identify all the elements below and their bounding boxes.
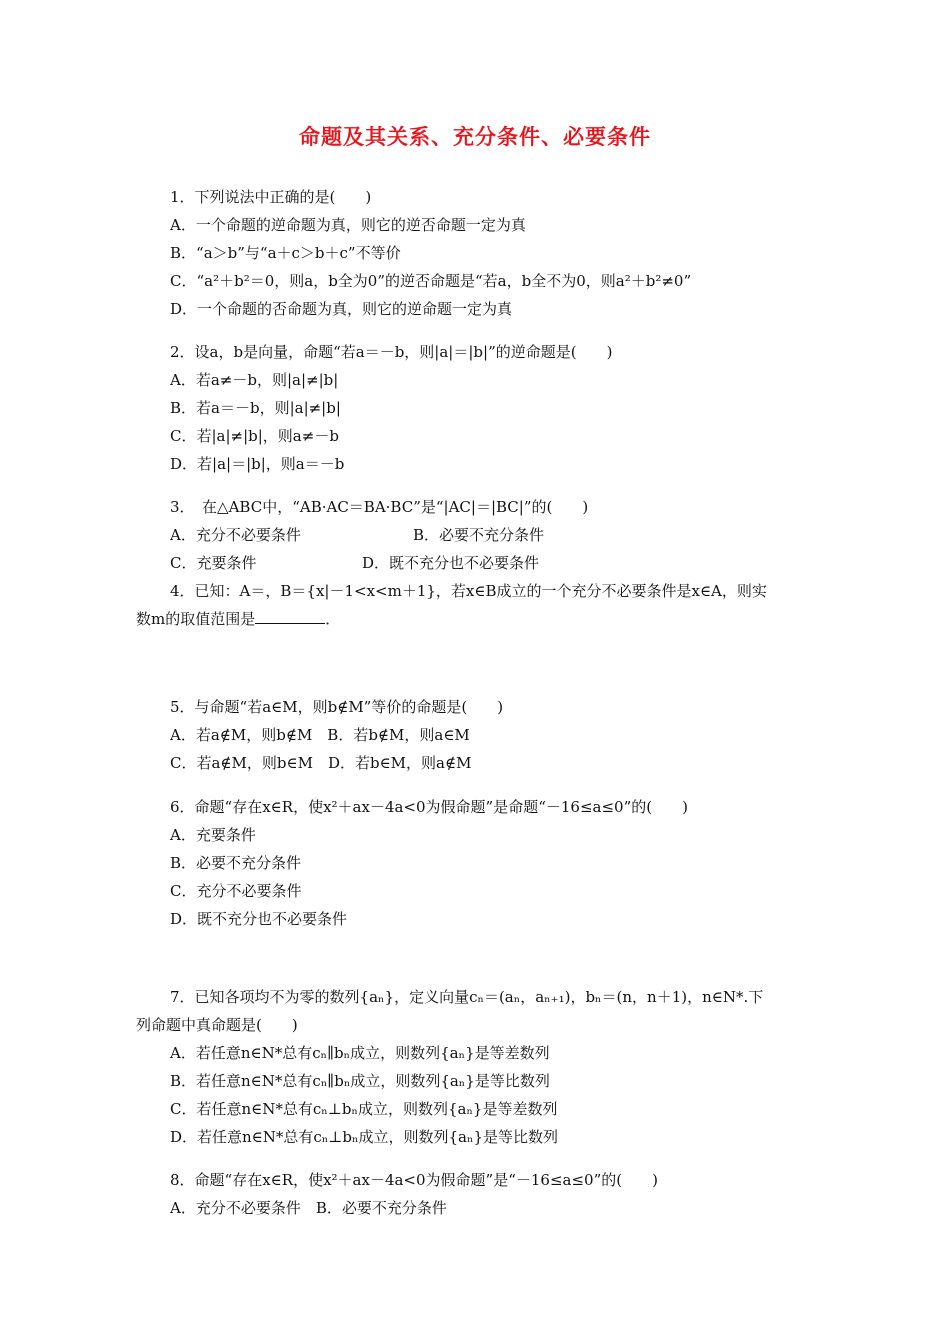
q5-stem: 5．与命题“若a∈M，则b∉M”等价的命题是( ): [170, 698, 504, 716]
q5-options-cd: C．若a∉M，则b∈M D．若b∈M，则a∉M: [170, 754, 472, 772]
q6-option-c: C．充分不必要条件: [170, 882, 302, 900]
answer-blank: [255, 609, 325, 624]
q1-option-c: C．“a²＋b²＝0，则a，b全为0”的逆否命题是“若a，b全不为0，则a²＋b²≠0”: [170, 272, 692, 290]
q3-stem: 3． 在△ABC中，“AB·AC＝BA·BC”是“|AC|＝|BC|”的( ): [170, 498, 589, 516]
q4-line1: 4．已知：A＝，B＝{x|－1<x<m＋1}，若x∈B成立的一个充分不必要条件是x∈A，则实: [170, 582, 767, 600]
q6-stem: 6．命题“存在x∈R，使x²＋ax－4a<0为假命题”是命题“－16≤a≤0”的( ): [170, 798, 688, 816]
q1-option-b: B．“a＞b”与“a＋c＞b＋c”不等价: [170, 244, 401, 262]
q2-option-c: C．若|a|≠|b|，则a≠－b: [170, 427, 339, 445]
q6-option-a: A．充要条件: [170, 826, 256, 844]
q2-stem: 2．设a，b是向量，命题“若a＝－b，则|a|＝|b|”的逆命题是( ): [170, 343, 613, 361]
q7-option-d: D．若任意n∈N*总有cₙ⊥bₙ成立，则数列{aₙ}是等比数列: [170, 1128, 559, 1146]
q3-option-c: C．充要条件: [170, 554, 257, 572]
q5-options-ab: A．若a∉M，则b∉M B．若b∉M，则a∈M: [170, 726, 470, 744]
q8-options-ab: A．充分不必要条件 B．必要不充分条件: [170, 1199, 447, 1217]
q7-option-a: A．若任意n∈N*总有cₙ∥bₙ成立，则数列{aₙ}是等差数列: [170, 1044, 550, 1062]
q2-option-a: A．若a≠－b，则|a|≠|b|: [170, 371, 339, 389]
q4-end: ．: [325, 610, 341, 628]
q1-option-d: D．一个命题的否命题为真，则它的逆命题一定为真: [170, 300, 513, 318]
q4-text: 数m的取值范围是: [136, 610, 256, 628]
q3-option-b: B．必要不充分条件: [413, 526, 545, 544]
q3-option-d: D．既不充分也不必要条件: [362, 554, 540, 572]
q1-stem: 1．下列说法中正确的是( ): [170, 188, 372, 206]
q4-line2: [136, 609, 340, 629]
q7-line1: 7．已知各项均不为零的数列{aₙ}，定义向量cₙ＝(aₙ，aₙ₊₁)，bₙ＝(n，n＋1)，n∈N*.下: [170, 988, 764, 1006]
q6-option-b: B．必要不充分条件: [170, 854, 302, 872]
q1-option-a: A．一个命题的逆命题为真，则它的逆否命题一定为真: [170, 216, 526, 234]
q8-stem: 8．命题“存在x∈R，使x²＋ax－4a<0为假命题”是“－16≤a≤0”的( ): [170, 1171, 658, 1189]
q3-option-a: A．充分不必要条件: [170, 526, 301, 544]
page-title: 命题及其关系、充分条件、必要条件: [299, 125, 651, 149]
q2-option-d: D．若|a|＝|b|，则a＝－b: [170, 455, 345, 473]
q6-option-d: D．既不充分也不必要条件: [170, 910, 348, 928]
q7-line2: 列命题中真命题是( ): [136, 1016, 298, 1034]
q2-option-b: B．若a＝－b，则|a|≠|b|: [170, 399, 341, 417]
q7-option-c: C．若任意n∈N*总有cₙ⊥bₙ成立，则数列{aₙ}是等差数列: [170, 1100, 558, 1118]
q7-option-b: B．若任意n∈N*总有cₙ∥bₙ成立，则数列{aₙ}是等比数列: [170, 1072, 550, 1090]
